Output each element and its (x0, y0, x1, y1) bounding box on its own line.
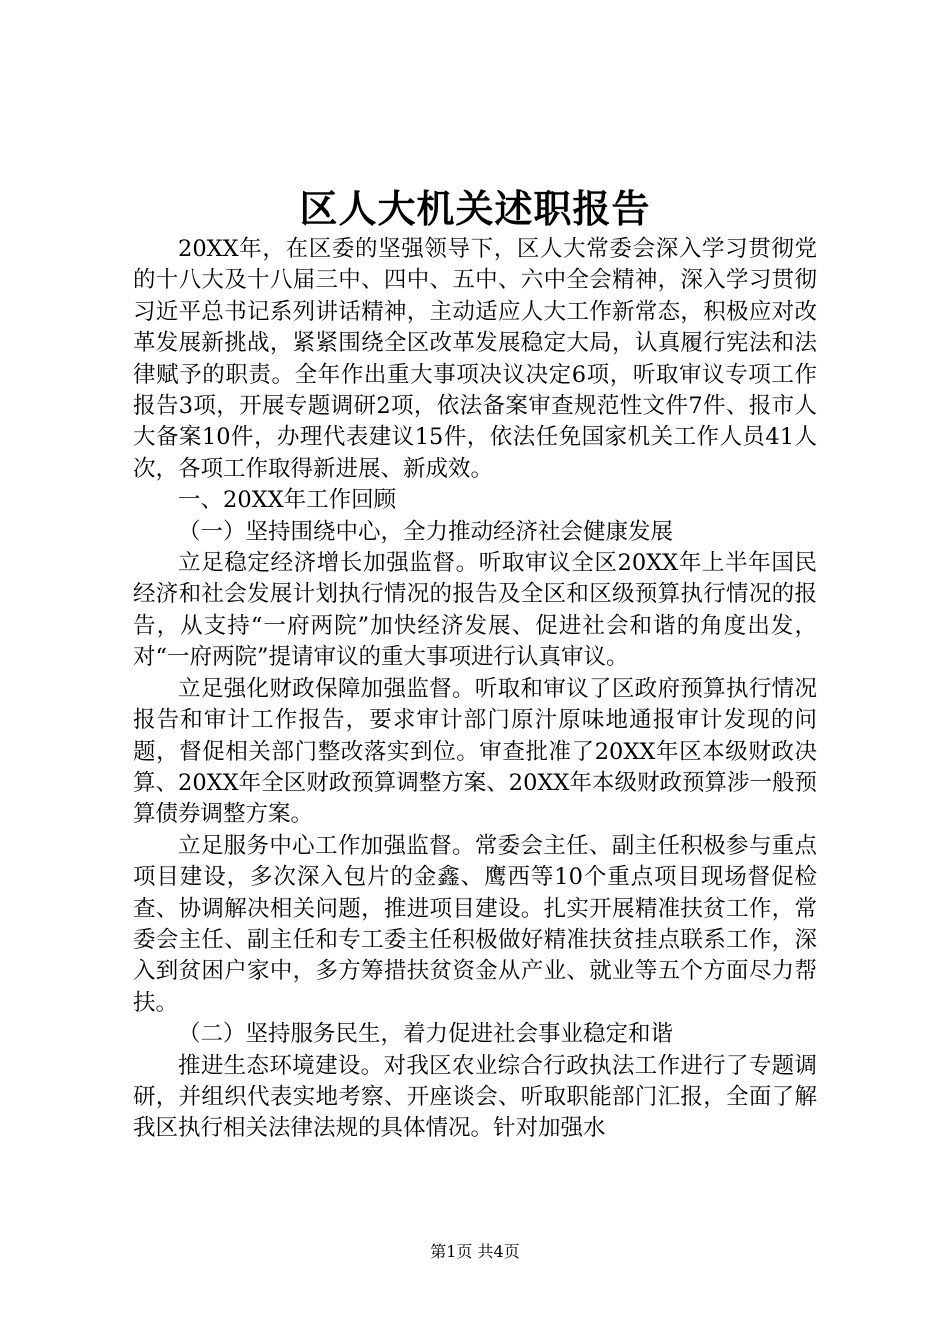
paragraph-ecology: 推进生态环境建设。对我区农业综合行政执法工作进行了专题调研，并组织代表实地考察、开座谈会、听取职能部门汇报，全面了解我区执行相关法律法规的具体情况。针对加强水 (133, 1052, 817, 1142)
document-title: 区人大机关述职报告 (299, 186, 651, 231)
paragraph-economic-supervision: 立足稳定经济增长加强监督。听取审议全区20XX年上半年国民经济和社会发展计划执行情况的报告及全区和区级预算执行情况的报告，从支持“一府两院”加快经济发展、促进社会和谐的角度出发，对“一府两院”提请审议的重大事项进行认真审议。 (133, 550, 817, 671)
paragraph-intro: 20XX年，在区委的坚强领导下，区人大常委会深入学习贯彻党的十八大及十八届三中、四中、五中、六中全会精神，深入学习贯彻习近平总书记系列讲话精神，主动适应人大工作新常态，积极应对改革发展新挑战，紧紧围绕全区改革发展稳定大局，认真履行宪法和法律赋予的职责。全年作出重大事项决议决定6项，听取审议专项工作报告3项，开展专题调研2项，依法备案审查规范性文件7件、报市人大备案10件，办理代表建议15件，依法任免国家机关工作人员41人次，各项工作取得新进展、新成效。 (133, 236, 817, 482)
document-body (133, 234, 817, 1145)
subsection-heading-livelihood: （二）坚持服务民生，着力促进社会事业稳定和谐 (178, 1021, 674, 1048)
subsection-heading-economy: （一）坚持围绕中心，全力推动经济社会健康发展 (178, 518, 674, 545)
paragraph-finance-supervision: 立足强化财政保障加强监督。听取和审议了区政府预算执行情况报告和审计工作报告，要求审计部门原汁原味地通报审计发现的问题，督促相关部门整改落实到位。审查批准了20XX年区本级财政决算、20XX年全区财政预算调整方案、20XX年本级财政预算涉一般预算债券调整方案。 (133, 675, 817, 828)
page-footer: 第1页 共4页 (430, 1242, 520, 1261)
paragraph-center-work-supervision: 立足服务中心工作加强监督。常委会主任、副主任积极参与重点项目建设，多次深入包片的金鑫、鹰西等10个重点项目现场督促检查、协调解决相关问题，推进项目建设。扎实开展精准扶贫工作，常委会主任、副主任和专工委主任积极做好精准扶贫挂点联系工作，深入到贫困户家中，多方筹措扶贫资金从产业、就业等五个方面尽力帮扶。 (133, 832, 817, 1016)
section-heading-review: 一、20XX年工作回顾 (178, 487, 397, 514)
